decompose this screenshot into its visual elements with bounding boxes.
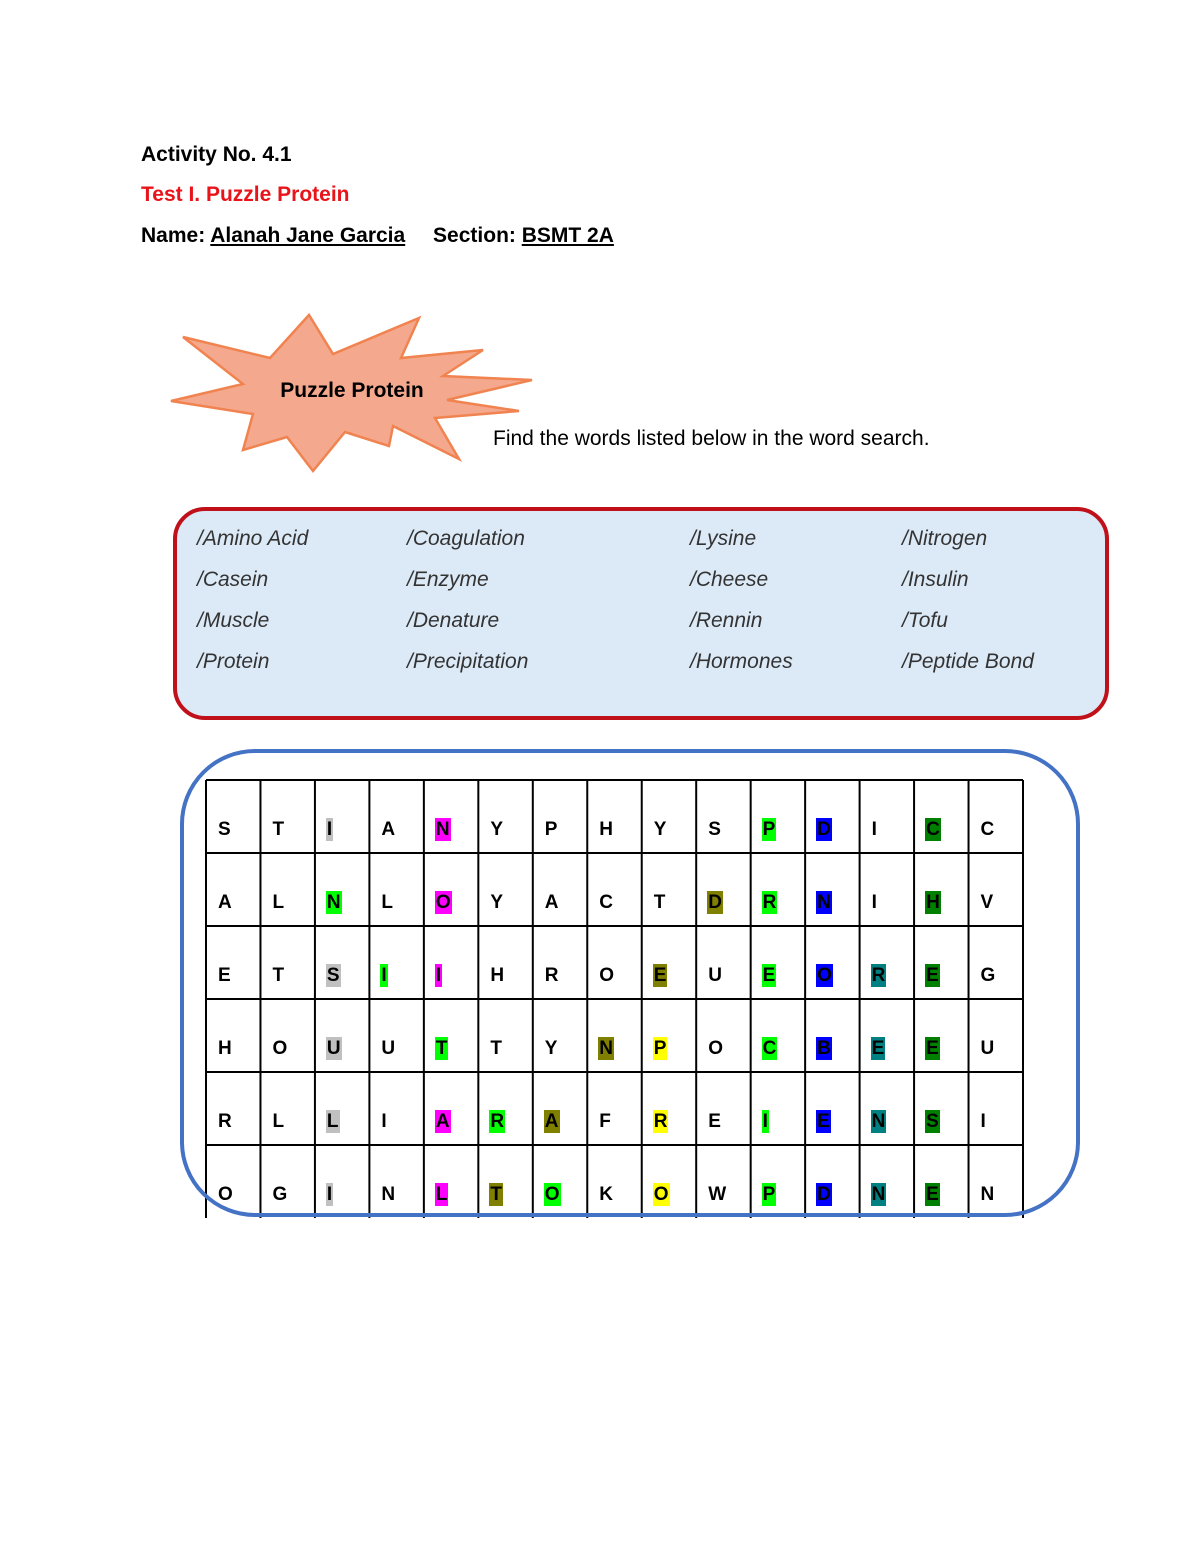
grid-letter: E xyxy=(762,965,776,986)
starburst-label: Puzzle Protein xyxy=(280,379,424,402)
grid-letter: E xyxy=(926,1038,939,1059)
grid-letter: T xyxy=(272,819,285,840)
grid-letter: Y xyxy=(490,892,504,913)
grid-letter: O xyxy=(653,1184,669,1205)
grid-letter: Y xyxy=(490,819,504,840)
grid-letter: U xyxy=(326,1038,341,1059)
instruction-text: Find the words listed below in the word search. xyxy=(493,427,930,450)
grid-letter: I xyxy=(381,1111,387,1132)
test-title: Test I. Puzzle Protein xyxy=(141,183,350,206)
word-item: /Precipitation xyxy=(407,650,529,673)
grid-letter: P xyxy=(762,1184,776,1205)
grid-letter: N xyxy=(817,892,831,913)
grid-letter: V xyxy=(980,892,994,913)
grid-letter: O xyxy=(817,965,832,986)
word-item: /Nitrogen xyxy=(902,527,988,550)
grid-letter: U xyxy=(381,1038,396,1059)
grid-letter: Y xyxy=(653,819,667,840)
grid-letter: R xyxy=(871,965,886,986)
grid-letter: L xyxy=(326,1111,339,1132)
grid-letter: N xyxy=(871,1111,886,1132)
grid-letter: D xyxy=(817,1184,831,1205)
grid-letter: E xyxy=(817,1111,830,1132)
grid-letter: O xyxy=(435,892,451,913)
grid-letter: I xyxy=(381,965,387,986)
word-item: /Peptide Bond xyxy=(902,650,1034,673)
grid-letter: C xyxy=(599,892,613,913)
grid-letter: C xyxy=(926,819,940,840)
word-item: /Muscle xyxy=(197,609,270,632)
grid-letter: E xyxy=(708,1111,721,1132)
grid-letter: O xyxy=(218,1184,233,1205)
grid-letter: I xyxy=(326,1184,333,1205)
grid-letter: E xyxy=(653,965,667,986)
grid-letter: N xyxy=(871,1184,886,1205)
grid-letter: O xyxy=(272,1038,288,1059)
grid-letter: A xyxy=(381,819,396,840)
grid-letter: C xyxy=(980,819,995,840)
grid-letter: L xyxy=(272,892,285,913)
word-item: /Insulin xyxy=(902,568,969,591)
student-name: Alanah Jane Garcia xyxy=(210,224,406,247)
word-item: /Rennin xyxy=(690,609,763,632)
grid-letter: N xyxy=(381,1184,396,1205)
grid-letter: H xyxy=(218,1038,232,1059)
grid-letter: S xyxy=(926,1111,939,1132)
word-item: /Casein xyxy=(197,568,269,591)
grid-letter: U xyxy=(980,1038,995,1059)
grid-letter: T xyxy=(435,1038,448,1059)
grid-letter: Y xyxy=(544,1038,558,1059)
grid-letter: R xyxy=(653,1111,668,1132)
grid-letter: S xyxy=(708,819,721,840)
grid-letter: K xyxy=(599,1184,613,1205)
word-item: /Amino Acid xyxy=(197,527,309,550)
grid-letter: A xyxy=(218,892,232,913)
grid-letter: I xyxy=(326,819,333,840)
grid-letter: I xyxy=(762,1111,768,1132)
word-item: /Enzyme xyxy=(407,568,489,591)
section-value: BSMT 2A xyxy=(521,224,614,247)
grid-letter: N xyxy=(599,1038,613,1059)
grid-letter: A xyxy=(544,892,559,913)
grid-letter: N xyxy=(980,1184,995,1205)
grid-letter: L xyxy=(381,892,393,913)
grid-letter: W xyxy=(708,1184,727,1205)
word-item: /Hormones xyxy=(690,650,793,673)
grid-letter: E xyxy=(871,1038,885,1059)
grid-letter: G xyxy=(272,1184,288,1205)
grid-letter: C xyxy=(762,1038,777,1059)
grid-letter: R xyxy=(544,965,559,986)
grid-letter: R xyxy=(762,892,777,913)
grid-letter: O xyxy=(708,1038,723,1059)
grid-letter: R xyxy=(218,1111,232,1132)
name-label: Name: xyxy=(141,224,206,247)
grid-letter: G xyxy=(980,965,996,986)
word-item: /Lysine xyxy=(690,527,757,550)
grid-letter: D xyxy=(817,819,831,840)
section-label: Section: xyxy=(433,224,516,247)
grid-letter: H xyxy=(926,892,940,913)
grid-letter: T xyxy=(653,892,666,913)
word-item: /Protein xyxy=(197,650,270,673)
grid-letter: N xyxy=(435,819,450,840)
grid-letter: N xyxy=(326,892,341,913)
grid-letter: E xyxy=(218,965,231,986)
grid-letter: I xyxy=(871,819,877,840)
grid-letter: R xyxy=(490,1111,505,1132)
grid-letter: T xyxy=(490,1038,502,1059)
grid-letter: P xyxy=(653,1038,667,1059)
grid-letter: L xyxy=(435,1184,448,1205)
grid-letter: P xyxy=(762,819,776,840)
grid-letter: U xyxy=(708,965,722,986)
word-item: /Coagulation xyxy=(407,527,525,550)
grid-letter: A xyxy=(544,1111,559,1132)
word-item: /Cheese xyxy=(690,568,769,591)
grid-letter: S xyxy=(218,819,231,840)
grid-letter: T xyxy=(272,965,285,986)
grid-letter: T xyxy=(490,1184,502,1205)
grid-letter: S xyxy=(326,965,340,986)
grid-letter: A xyxy=(435,1111,450,1132)
grid-letter: I xyxy=(435,965,442,986)
grid-letter: O xyxy=(544,1184,560,1205)
grid-letter: B xyxy=(817,1038,831,1059)
grid-letter: E xyxy=(926,1184,939,1205)
grid-letter: P xyxy=(544,819,558,840)
grid-letter: H xyxy=(490,965,505,986)
grid-letter: F xyxy=(599,1111,611,1132)
grid-letter: H xyxy=(599,819,613,840)
activity-title: Activity No. 4.1 xyxy=(141,143,292,166)
grid-letter: I xyxy=(980,1111,986,1132)
grid-letter: O xyxy=(599,965,615,986)
grid-letter: E xyxy=(926,965,939,986)
grid-letter: D xyxy=(708,892,722,913)
grid-letter: L xyxy=(272,1111,285,1132)
word-item: /Denature xyxy=(407,609,500,632)
grid-letter: I xyxy=(871,892,877,913)
word-item: /Tofu xyxy=(902,609,948,632)
